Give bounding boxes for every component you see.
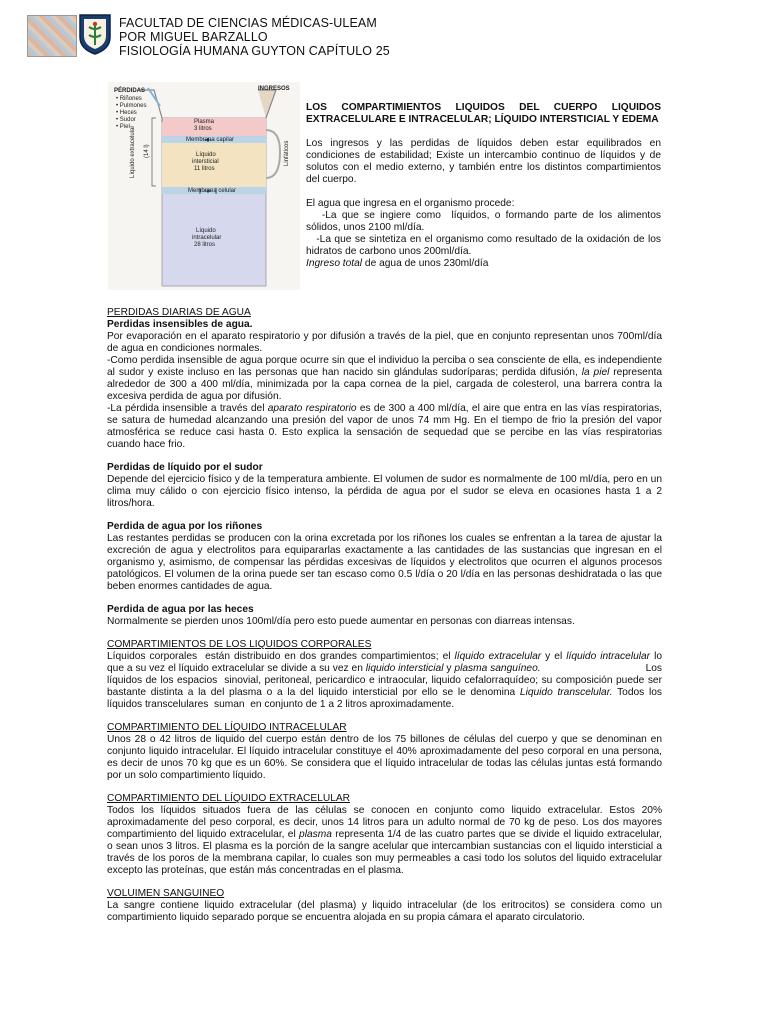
figure-plasma-volume: 3 litros xyxy=(194,126,212,132)
insensible-paragraph-2 xyxy=(107,355,662,403)
figure-loss-lungs: • Pulmones xyxy=(116,103,147,109)
subsection-sweat-heading: Perdidas de líquido por el sudor xyxy=(107,462,263,473)
section-compartments-heading: COMPARTIMIENTOS DE LOS LIQUIDOS CORPORALES xyxy=(107,639,372,650)
intracellular-paragraph: Unos 28 o 42 litros de liquido del cuerpo están dentro de los 75 billones de células del cuerpo y que se denominan en conjunto liquido intracelular. El líquido intracelular constituye el 40% aproximadamente del peso corporal en una persona, es decir de unos 70 kg que es un 60%. Se considera que el líquido intracelular de todas las células juntas está formando por un solo compartimiento líquido. xyxy=(107,734,662,781)
intake-synthesized: -La que se sintetiza en el organismo como resultado de la oxidación de los hidratos de carbono unos 200ml/día. xyxy=(306,234,664,257)
main-body xyxy=(107,307,665,924)
figure-loss-kidneys: • Riñones xyxy=(116,96,142,102)
university-logo xyxy=(27,15,77,57)
insensible-p2-b: representa alrededor de 300 a 400 ml/día, minimizada por la capa cornea de la piel, cargada de colesterol, una barrera contra la excesiva perdida de agua por difusión. xyxy=(107,367,662,402)
comp-b: y el xyxy=(541,651,567,662)
subsection-kidneys-heading: Perdida de agua por los riñones xyxy=(107,521,263,532)
figure-losses-title: PÉRDIDAS xyxy=(114,88,146,94)
figure-intracellular-label: Líquido xyxy=(196,228,216,234)
intake-total-term: Ingreso total xyxy=(306,258,363,269)
intake-lead: El agua que ingresa en el organismo procede: xyxy=(306,198,515,209)
extra-term: plasma xyxy=(299,829,332,840)
insensible-p2-term: la piel xyxy=(581,367,610,378)
intro-paragraph-intake xyxy=(306,198,664,270)
insensible-p3-term: aparato respiratorio xyxy=(267,403,357,414)
subsection-feces-heading: Perdida de agua por las heces xyxy=(107,604,254,615)
subsection-insensible-heading: Perdidas insensibles de agua. xyxy=(107,319,253,330)
comp-term-3: liquido intersticial xyxy=(365,663,444,674)
comp-term-1: líquido extracelular xyxy=(454,651,542,662)
header-line-faculty: FACULTAD DE CIENCIAS MÉDICAS-ULEAM xyxy=(119,16,377,30)
extra-a: Todos los líquidos situados fuera de las células se conocen en conjunto como liquido extracelular. Estos 20% aproximadamente del peso corporal, es decir, unos 14 litros para un adulto normal de 70 kg de peso. Los dos mayores compartimiento del liquido extracelular, el xyxy=(107,805,662,840)
extracellular-paragraph xyxy=(107,805,662,877)
intake-ingested: -La que se ingiere como líquidos, o formando parte de los alimentos sólidos, unos 2100 ml/día. xyxy=(306,210,664,233)
insensible-p2-a: -Como perdida insensible de agua porque ocurre sin que el individuo la perciba o sea consciente de ella, es independiente al sudor y existe incluso en las personas que han nacido sin glándulas sudoríparas; perdida difusión, xyxy=(107,355,662,378)
intro-paragraph-balance: Los ingresos y las perdidas de líquidos deben estar equilibrados en condiciones de estabilidad; Existe un intercambio continuo de líquidos y de solutos con el medio externo, y también entre los distintos compartimientos del cuerpo. xyxy=(306,138,661,185)
faculty-shield-logo xyxy=(78,13,112,55)
insensible-paragraph-1: Por evaporación en el aparato respiratorio y por difusión a través de la piel, que en conjunto representan unos 700ml/día de agua en condiciones normales. xyxy=(107,331,662,354)
insensible-paragraph-3 xyxy=(107,403,662,451)
figure-capillary-membrane: Membrana capilar xyxy=(186,137,235,143)
figure-cell-membrane: Membrana celular xyxy=(188,188,237,194)
intake-total xyxy=(306,258,661,270)
comp-term-4: plasma sanguíneo. xyxy=(454,663,541,674)
compartments-diagram xyxy=(108,82,300,290)
figure-lymphatics-label: Linfáticos xyxy=(284,140,290,166)
figure-loss-feces: • Heces xyxy=(116,110,137,116)
comp-f: Todos los líquidos transcelulares suman en conjunto de 1 a 2 litros aproximadamente. xyxy=(107,687,665,710)
insensible-p3-a: -La pérdida insensible a través del xyxy=(107,403,268,414)
sweat-paragraph: Depende del ejercicio físico y de la temperatura ambiente. El volumen de sudor es normalmente de 100 ml/día, pero en un clima muy cálido o con ejercicio físico intenso, la pérdida de agua por el sudor se eleva en ocasiones hasta 1 a 2 litros/hora. xyxy=(107,474,662,509)
blood-volume-paragraph: La sangre contiene liquido extracelular (del plasma) y liquido intracelular (de los eritrocitos) se considera como un compartimiento liquido separado porque se encuentra alojada en su propia cámara el aparato circulatorio. xyxy=(107,900,662,923)
figure-intracellular-label2: intracelular xyxy=(192,235,222,241)
section-extracellular-heading: COMPARTIMIENTO DEL LÍQUIDO EXTRACELULAR xyxy=(107,793,351,804)
section-intracellular-heading: COMPARTIMIENTO DEL LÍQUIDO INTRACELULAR xyxy=(107,722,347,733)
intake-total-text: de agua de unos 230ml/día xyxy=(362,258,489,269)
section-blood-volume-heading: VOLUIMEN SANGUINEO xyxy=(107,888,225,899)
figure-interstitial-label: Líquido xyxy=(196,152,216,158)
figure-plasma-label: Plasma xyxy=(194,119,215,125)
figure-extracellular-label: Líquido extracelular xyxy=(130,125,136,178)
figure-loss-skin: • Piel xyxy=(116,124,130,130)
comp-a: Líquidos corporales están distribuido en dos grandes compartimientos; el xyxy=(107,651,455,662)
intro-column xyxy=(306,102,664,270)
header-line-author: POR MIGUEL BARZALLO xyxy=(119,30,268,44)
kidneys-paragraph: Las restantes perdidas se producen con la orina excretada por los riñones los cuales se enfrentan a la tarea de ajustar la excreción de agua y electrolitos para equipararlas exactamente a las cantidades de las sustancias que ingresan en el organismo y, asimismo, de compensar las pérdidas excesivas de líquidos y electrolitos que ocurren el algunos procesos patológicos. El volumen de la orina puede ser tan escaso como 0.5 l/día o 20 l/día en las personas deshidratada o las que beben enormes cantidades de agua. xyxy=(107,533,662,592)
insensible-p3-b: es de 300 a 400 ml/día, el aire que entra en las vías respiratorias, se satura de humedad alcanzando una presión del vapor de unos 74 mm Hg. En el tiempo de frio la presión del vapor atmosférica se reduce casi hasta 0. Esto explica la sensación de sequedad que se percibe en las vías respiratorias cuando hace frio. xyxy=(107,403,662,450)
comp-c: lo que a su vez el líquido extracelular se divide a su vez en xyxy=(107,651,665,674)
comp-term-2: líquido intracelular xyxy=(566,651,651,662)
extra-b: representa 1/4 de las cuatro partes que se divide el liquido extracelular, o sean unos 3 litros. El plasma es la porción de la sangre acelular que intercambian sustancias con el liquido intersticial a través de los poros de la membrana capilar, lo cuales son muy permeables a casi todo los solutos del liquido extracelular excepto las proteínas, que están más concentradas en el plasma. xyxy=(107,829,663,876)
figure-intracellular-volume: 28 litros xyxy=(194,242,216,248)
chapter-title: LOS COMPARTIMIENTOS LIQUIDOS DEL CUERPO LIQUIDOS EXTRACELULARE E INTRACELULAR; LÍQUIDO INTERSTICIAL Y EDEMA xyxy=(306,102,661,125)
section-daily-losses-heading: PERDIDAS DIARIAS DE AGUA xyxy=(107,307,251,318)
header-line-course: FISIOLOGÍA HUMANA GUYTON CAPÍTULO 25 xyxy=(119,44,390,58)
figure-extracellular-volume: (14 l) xyxy=(144,144,150,158)
comp-term-5: Liquido transcelular. xyxy=(519,687,613,698)
figure-intake-label: INGRESOS xyxy=(258,86,290,92)
document-header xyxy=(119,16,390,58)
comp-e: Los líquidos de los espacios sinovial, peritoneal, pericardico e intraocular, liquido cefalorraquídeo; su composición puede ser bastante distinta a la del plasma o a la del liquido intersticial por ello se le denomina xyxy=(107,663,665,698)
fluid-compartments-figure xyxy=(108,82,300,290)
figure-loss-sweat: • Sudor xyxy=(116,117,136,123)
figure-interstitial-volume: 11 litros xyxy=(194,166,215,172)
figure-interstitial-label2: intersticial xyxy=(192,159,219,165)
feces-paragraph: Normalmente se pierden unos 100ml/día pero esto puede aumentar en personas con diarreas intensas. xyxy=(107,616,575,627)
comp-d: y xyxy=(443,663,455,674)
compartments-paragraph xyxy=(107,651,665,711)
